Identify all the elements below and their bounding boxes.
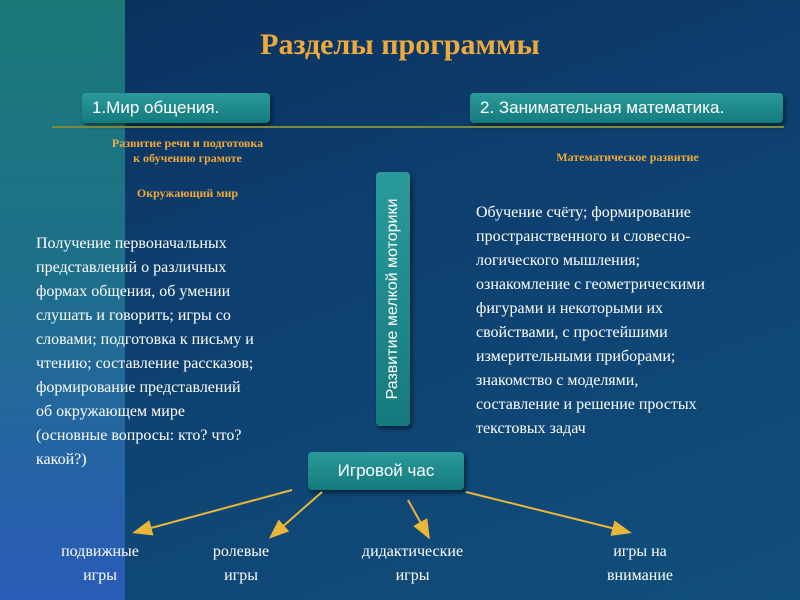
game-type-role — [186, 540, 296, 588]
left-subheading-2: Окружающий мир — [136, 186, 239, 200]
right-text-line: составление и решение простых — [476, 396, 697, 413]
left-text-line: словами; подготовка к письму и — [36, 331, 254, 348]
game-type-line: игры — [395, 567, 430, 584]
arrow-to-role-games — [272, 492, 322, 536]
game-type-line: ролевые — [212, 543, 270, 560]
left-text-line: формирование представлений — [36, 379, 241, 396]
game-type-line: подвижные — [61, 543, 139, 560]
left-text-line: (основные вопросы: кто? что? — [36, 427, 242, 444]
right-text-line: пространственного и словесно- — [476, 228, 691, 245]
arrow-to-didactic-games — [408, 500, 428, 536]
left-text-line: формах общения, об умении — [36, 283, 231, 300]
right-text-line: фигурами и некоторыми их — [476, 300, 664, 317]
left-text-line: представлений о различных — [36, 259, 227, 276]
game-type-attention — [580, 540, 700, 588]
right-text-line: текстовых задач — [476, 420, 586, 437]
game-type-line: игры — [83, 567, 117, 584]
section-1-header: 1.Мир общения. — [82, 93, 270, 123]
left-subheading-line-2: к обучению грамоте — [133, 151, 242, 165]
arrow-to-mobile-games — [136, 490, 292, 532]
game-type-line: внимание — [606, 567, 674, 584]
right-text-line: знакомство с моделями, — [476, 372, 639, 389]
right-text-line: Обучение счёту; формирование — [476, 204, 691, 221]
right-text-line: свойствами, с простейшими — [476, 324, 668, 341]
left-text-line: Получение первоначальных — [36, 235, 227, 252]
right-text-line: измерительными приборами; — [476, 348, 676, 365]
left-text-line: слушать и говорить; игры со — [36, 307, 231, 324]
right-text-line: ознакомление с геометрическими — [476, 276, 705, 293]
game-hour-box: Игровой час — [308, 452, 464, 490]
left-text-line: какой?) — [36, 451, 87, 468]
arrow-to-attention-games — [466, 492, 628, 532]
left-text-line: чтению; составление рассказов; — [36, 355, 254, 372]
right-subheading: Математическое развитие — [556, 150, 699, 164]
left-subheading-line-1: Развитие речи и подготовка — [111, 136, 264, 150]
game-type-mobile — [40, 540, 160, 588]
right-text-line: логического мышления; — [476, 252, 641, 269]
game-type-didactic — [345, 540, 480, 588]
slide-title: Разделы программы — [260, 28, 540, 61]
game-type-line: дидактические — [361, 543, 464, 560]
game-type-line: игры на — [613, 543, 667, 560]
section-2-header: 2. Занимательная математика. — [470, 93, 783, 123]
game-type-line: игры — [224, 567, 258, 584]
left-text-line: об окружающем мире — [36, 403, 185, 420]
fine-motor-label: Развитие мелкой моторики — [384, 198, 401, 400]
